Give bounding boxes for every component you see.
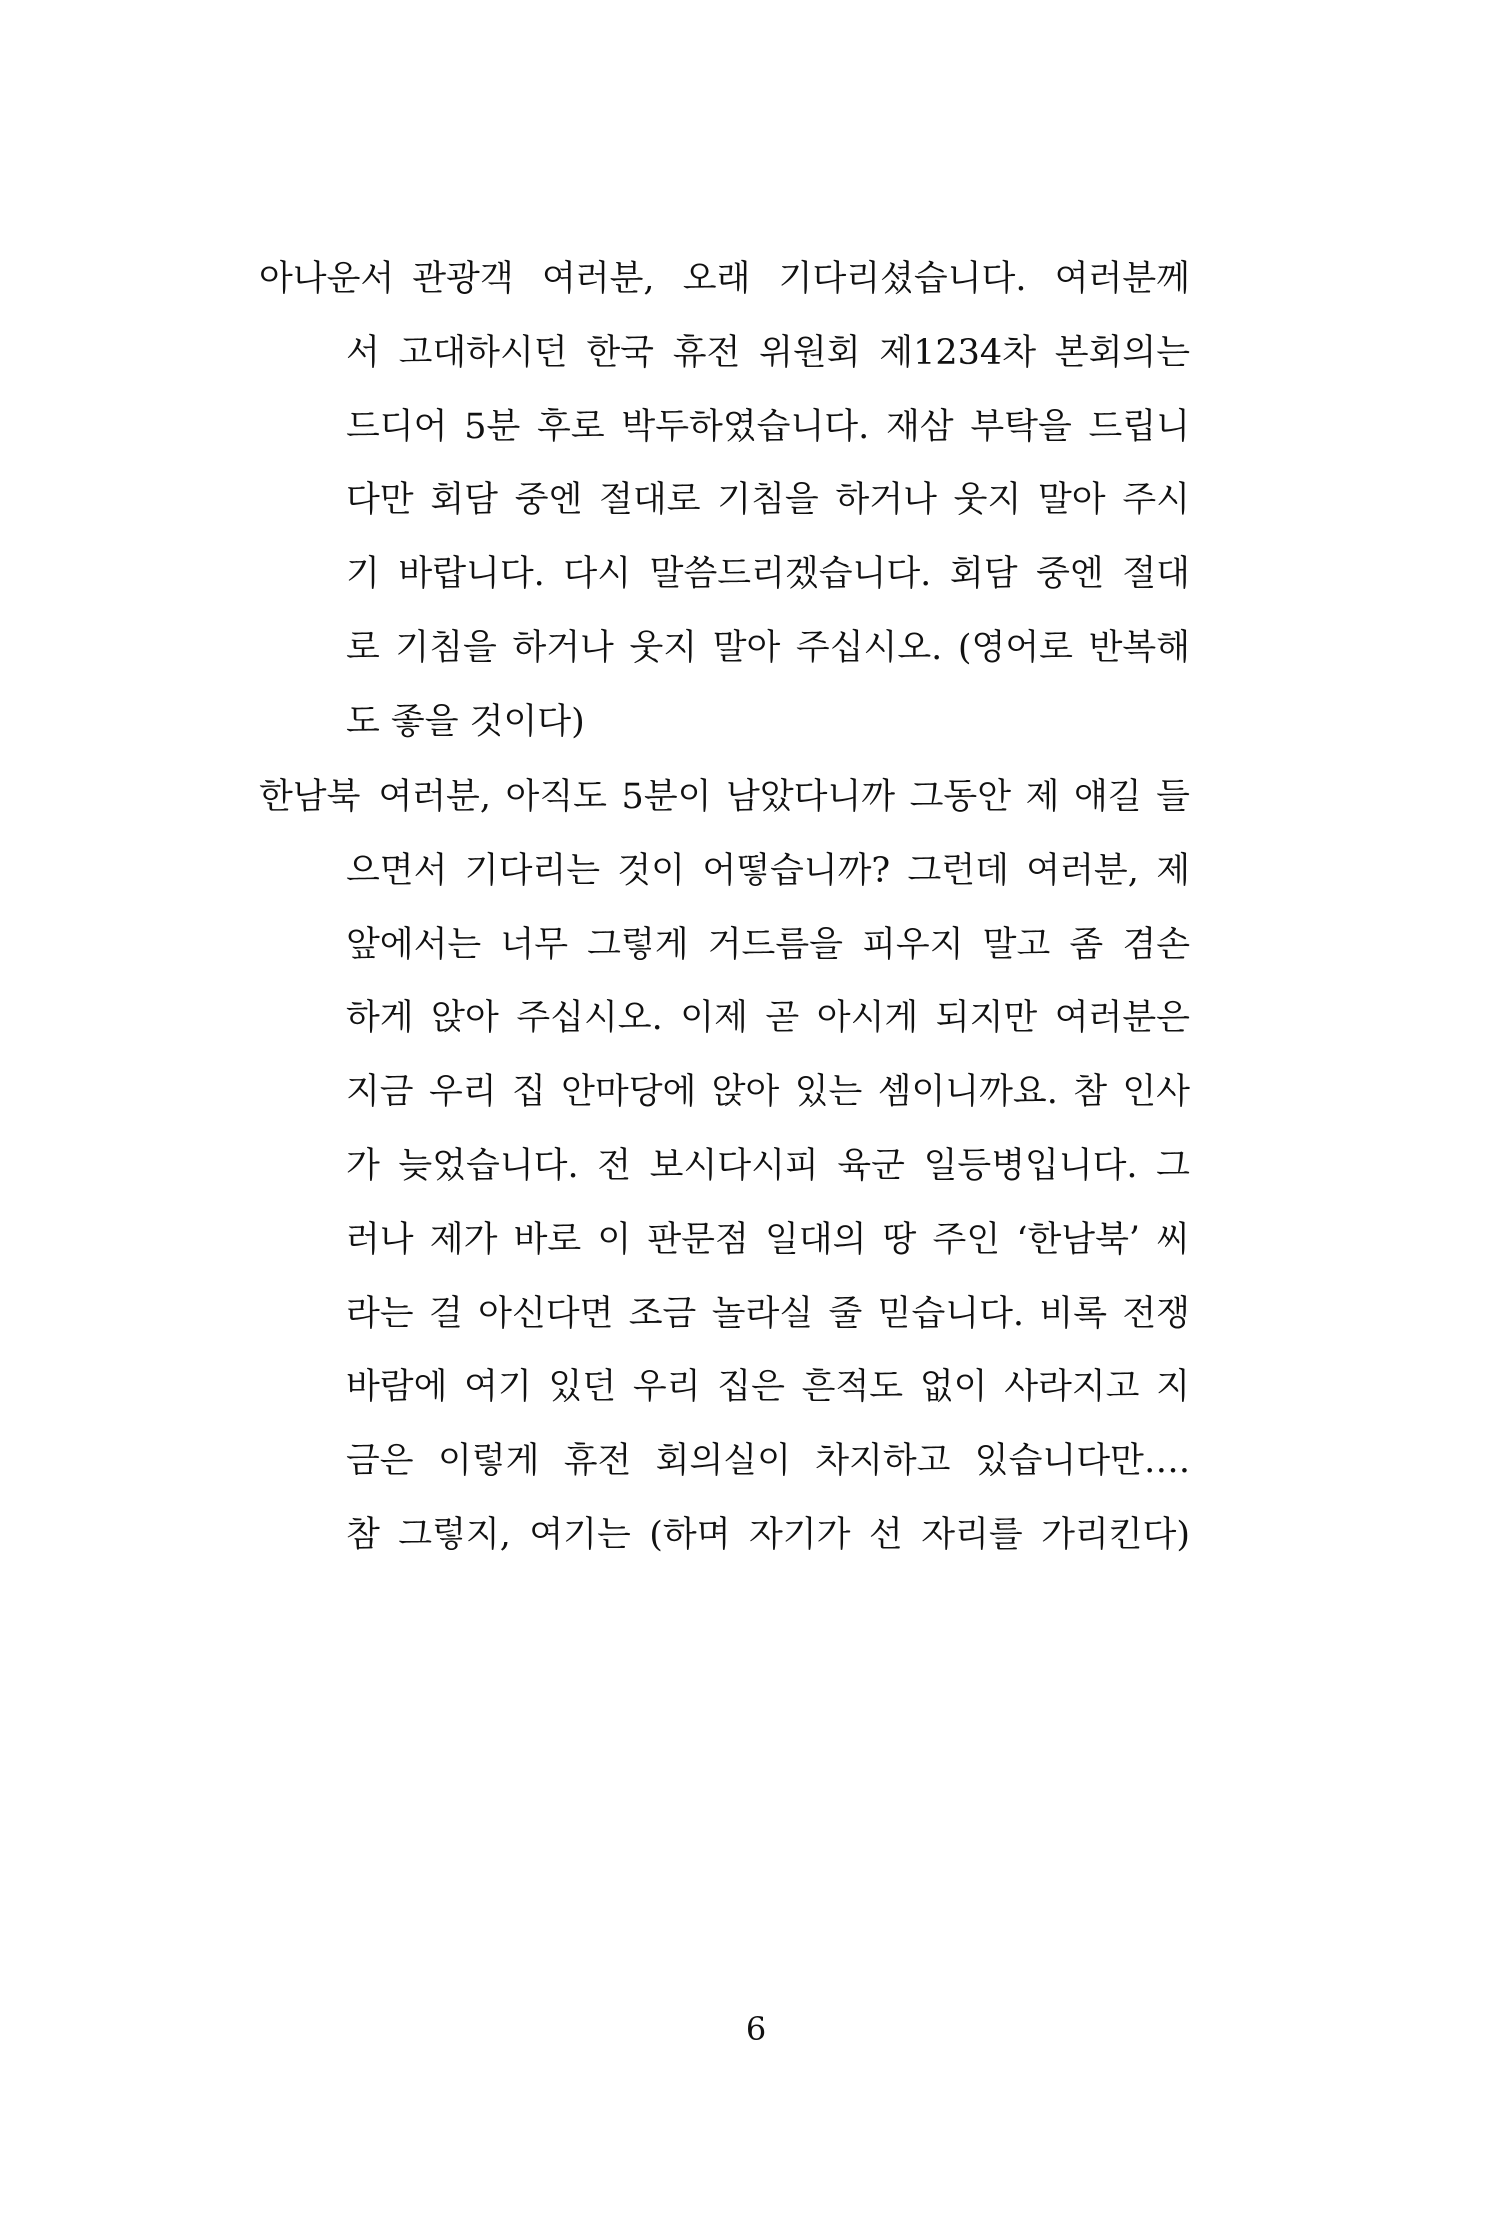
dialogue-first-line — [259, 761, 1190, 835]
dialogue-first-line — [259, 243, 1190, 317]
dialogue-line: 금은 이렇게 휴전 회의실이 차지하고 있습니다만…. — [346, 1441, 1190, 1482]
page-number: 6 — [745, 2010, 767, 2048]
dialogue-line: 다만 회담 중엔 절대로 기침을 하거나 웃지 말아 주시 — [346, 480, 1190, 521]
speaker-name: 아나운서 — [259, 259, 395, 299]
dialogue-line: 러나 제가 바로 이 판문점 일대의 땅 주인 ‘한남북’ 씨 — [346, 1219, 1190, 1260]
dialogue-line: 도 좋을 것이다) — [346, 701, 585, 742]
dialogue-text: 여러분, 아직도 5분이 남았다니까 그동안 제 얘길 들 — [378, 777, 1190, 817]
dialogue-block-hannambuk — [259, 761, 1190, 1573]
dialogue-line: 지금 우리 집 안마당에 앉아 있는 셈이니까요. 참 인사 — [346, 1072, 1190, 1113]
dialogue-line: 가 늦었습니다. 전 보시다시피 육군 일등병입니다. 그 — [346, 1145, 1190, 1186]
dialogue-line: 기 바랍니다. 다시 말씀드리겠습니다. 회담 중엔 절대 — [346, 554, 1190, 595]
dialogue-line: 바람에 여기 있던 우리 집은 흔적도 없이 사라지고 지 — [346, 1367, 1190, 1408]
dialogue-line: 서 고대하시던 한국 휴전 위원회 제1234차 본회의는 — [346, 332, 1190, 373]
dialogue-line: 참 그렇지, 여기는 (하며 자기가 선 자리를 가리킨다) — [346, 1514, 1190, 1555]
speaker-name: 한남북 — [259, 777, 361, 817]
dialogue-line: 드디어 5분 후로 박두하였습니다. 재삼 부탁을 드립니 — [346, 406, 1190, 447]
dialogue-line: 앞에서는 너무 그렇게 거드름을 피우지 말고 좀 겸손 — [346, 924, 1190, 965]
dialogue-block-announcer — [259, 243, 1190, 760]
dialogue-line: 으면서 기다리는 것이 어떻습니까? 그런데 여러분, 제 — [346, 850, 1190, 891]
dialogue-text: 관광객 여러분, 오래 기다리셨습니다. 여러분께 — [412, 259, 1190, 299]
dialogue-line: 로 기침을 하거나 웃지 말아 주십시오. (영어로 반복해 — [346, 627, 1190, 668]
dialogue-line: 하게 앉아 주십시오. 이제 곧 아시게 되지만 여러분은 — [346, 998, 1190, 1039]
dialogue-line: 라는 걸 아신다면 조금 놀라실 줄 믿습니다. 비록 전쟁 — [346, 1293, 1190, 1334]
